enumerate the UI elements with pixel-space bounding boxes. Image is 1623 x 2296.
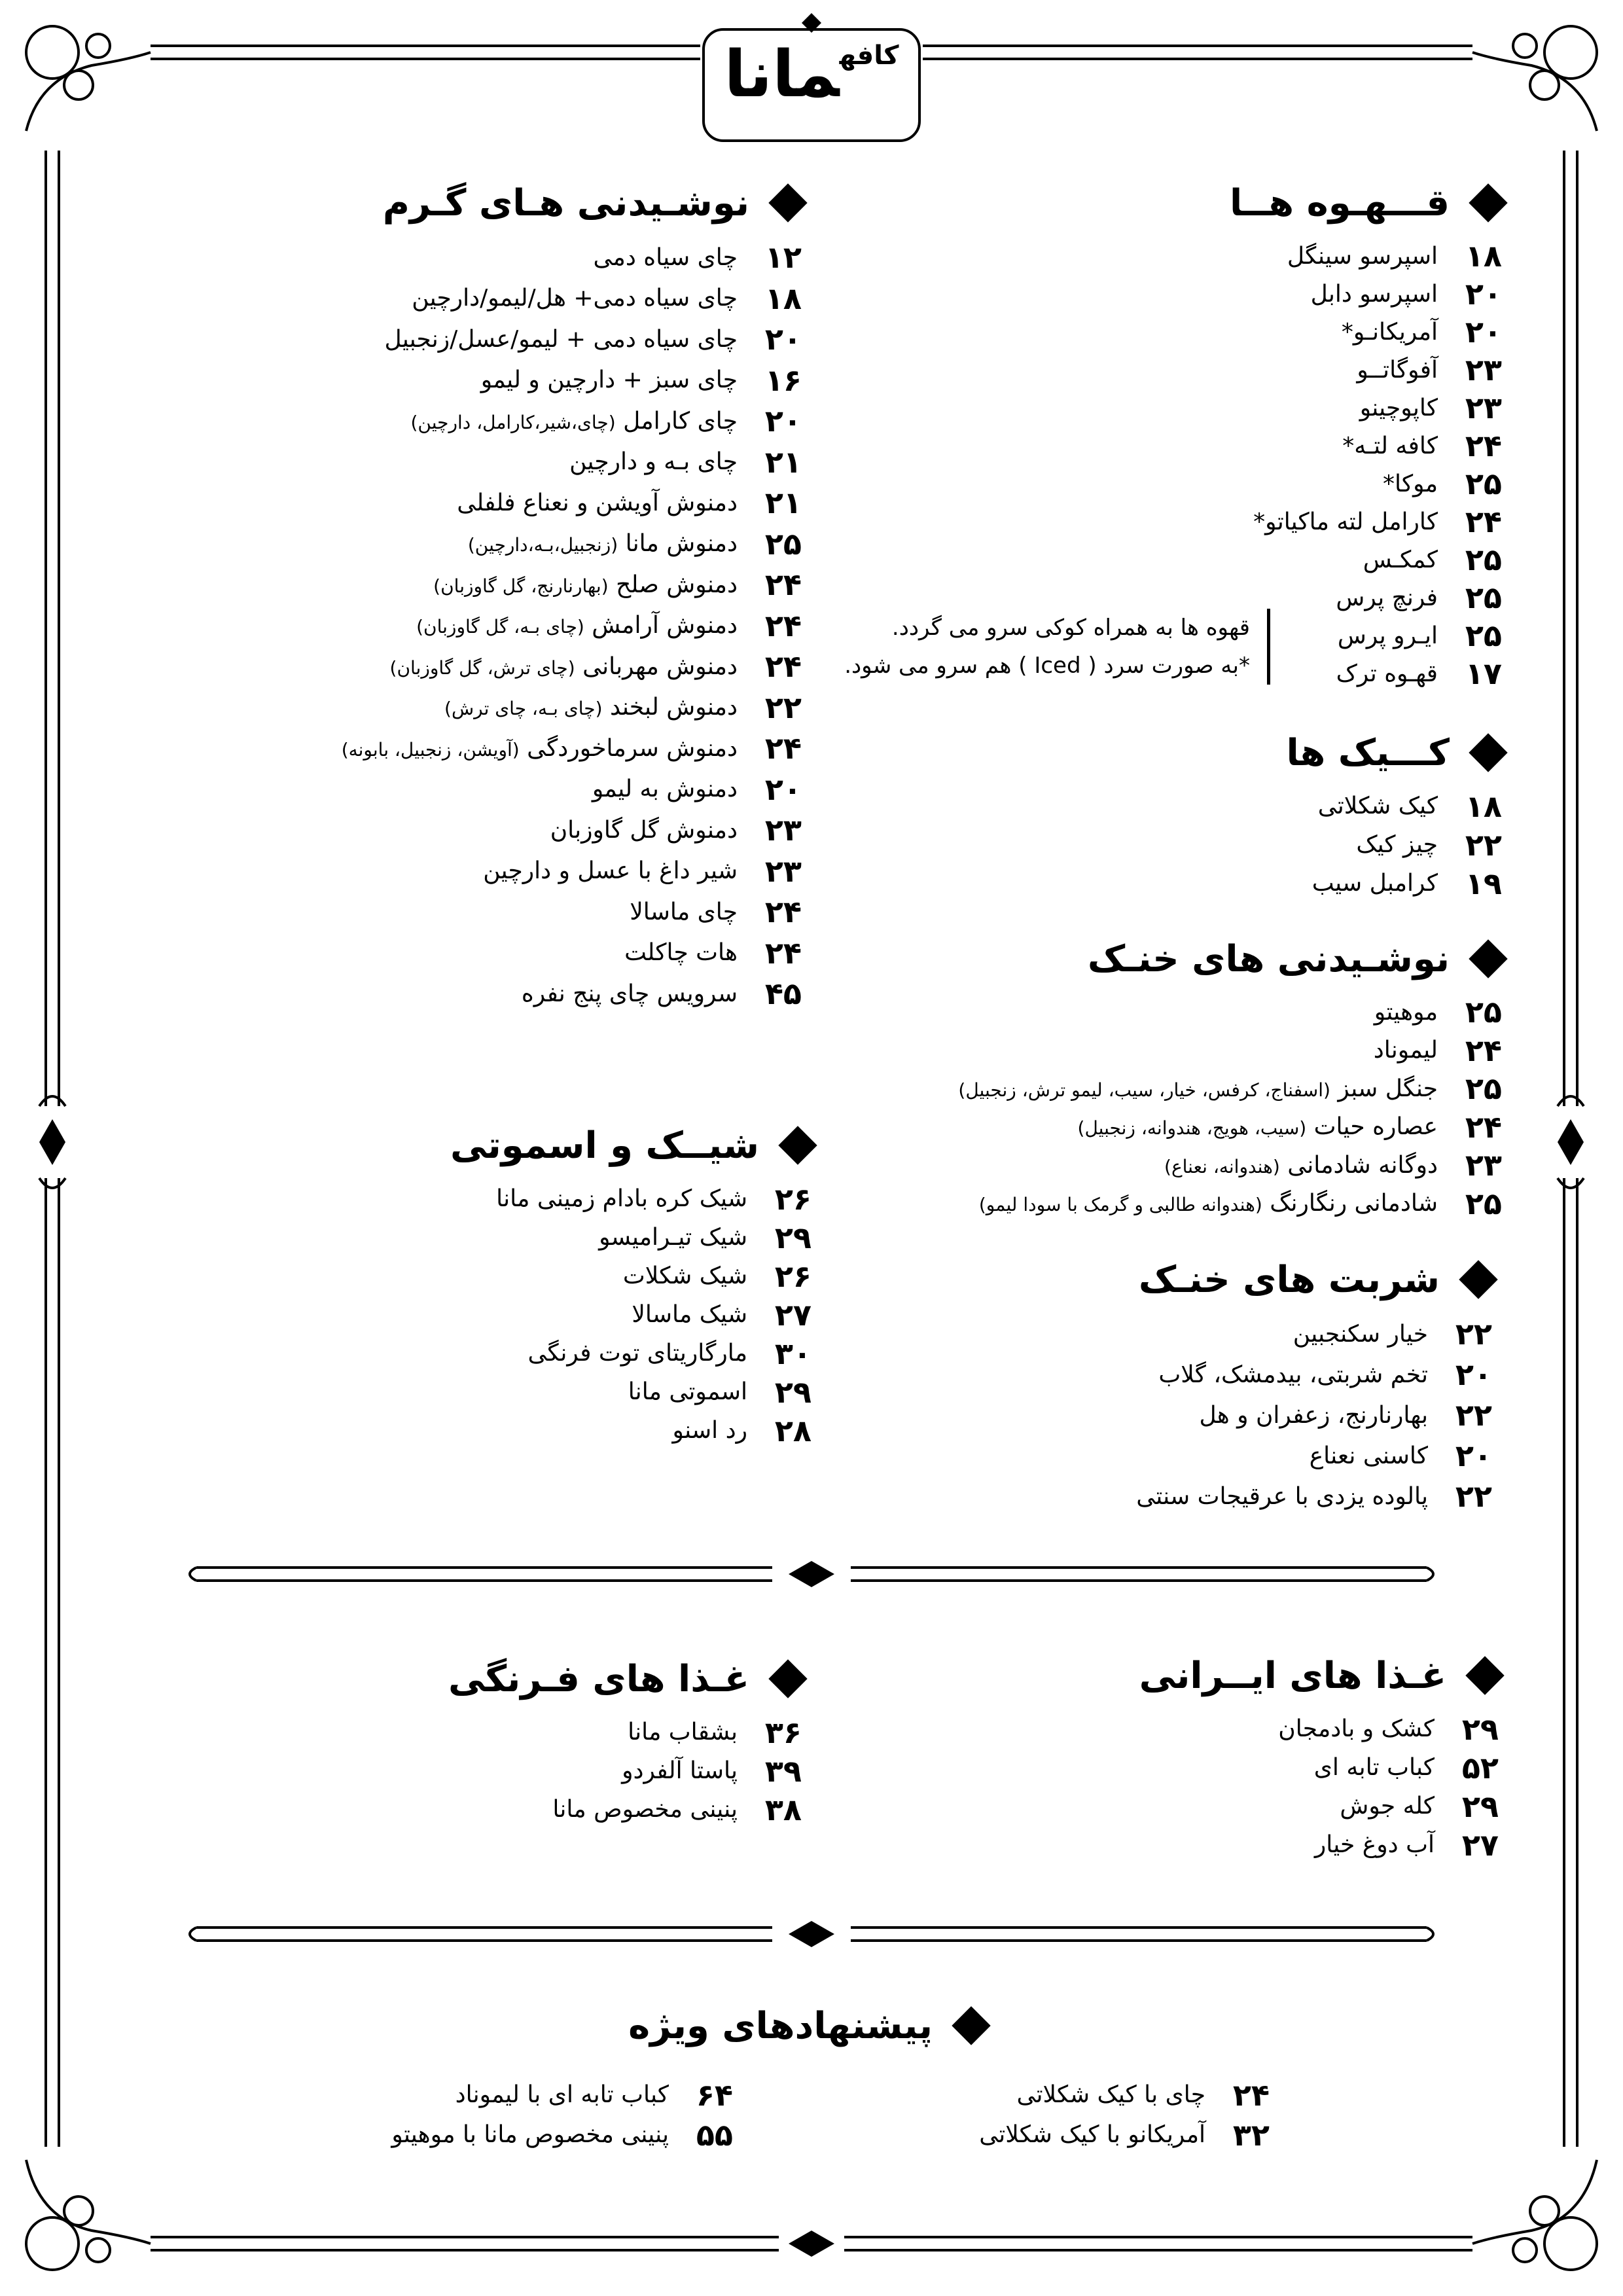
item-price: ۲۱ — [764, 444, 802, 480]
section-title — [969, 1253, 1492, 1306]
item-price: ۱۸ — [1465, 788, 1502, 824]
item-name — [1164, 1152, 1438, 1179]
menu-item — [1044, 541, 1502, 579]
item-name: چای سیاه دمی+ هل/لیمو/دارچین — [412, 285, 738, 312]
item-name: کافه لتـه* — [1342, 432, 1438, 459]
item-name: دمنوش به لیمو — [592, 776, 738, 803]
section-title — [1044, 177, 1502, 229]
menu-item — [913, 1146, 1502, 1185]
item-name: دمنوش آویشن و نعناع فلفلی — [457, 489, 738, 516]
item-price: ۲۲ — [1455, 1479, 1492, 1514]
item-price: ۱۹ — [1465, 865, 1502, 901]
menu-item — [278, 728, 802, 769]
menu-item — [278, 851, 802, 892]
item-price: ۳۹ — [764, 1753, 802, 1789]
item-price: ۳۸ — [764, 1791, 802, 1827]
item-name — [979, 1190, 1438, 1217]
item-name: شیک ماسالا — [632, 1301, 747, 1328]
item-price: ۲۵ — [1465, 1185, 1502, 1221]
note-line: *به صورت سرد ( Iced ) هم سرو می شود. — [844, 653, 1250, 679]
item-price: ۵۲ — [1461, 1749, 1499, 1785]
item-detail: (بهارنارنج، گل گاوزبان) — [433, 575, 609, 597]
item-price: ۱۶ — [764, 362, 802, 398]
item-price: ۲۲ — [1465, 827, 1502, 863]
item-name: بهارنارنج، زعفران و هل — [1199, 1401, 1428, 1429]
menu-item — [353, 1179, 812, 1218]
item-name: چای بـه و دارچین — [569, 448, 738, 476]
item-name — [410, 408, 738, 435]
menu-item — [913, 1185, 1502, 1223]
item-detail: (چای بـه، گل گاوزبان) — [416, 616, 584, 638]
menu-item — [278, 482, 802, 524]
item-price: ۲۹ — [774, 1374, 812, 1410]
item-price: ۲۰ — [1455, 1357, 1492, 1392]
specials-left-list — [275, 2075, 733, 2155]
menu-item — [344, 1790, 802, 1829]
item-name: پنینی مخصوص مانا با موهیتو — [391, 2121, 669, 2148]
item-name-text: دوگانه شادمانی — [1287, 1151, 1438, 1179]
item-name: شیر داغ با عسل و دارچین — [483, 857, 738, 885]
item-name: پاستا آلفردو — [622, 1757, 738, 1784]
menu-item — [278, 687, 802, 728]
note-line: قهوه ها به همراه کوکی سرو می گردد. — [891, 615, 1250, 641]
item-price: ۲۵ — [1465, 994, 1502, 1030]
item-price: ۲۳ — [1465, 352, 1502, 387]
item-price: ۱۲ — [764, 240, 802, 276]
item-name-text: دمنوش مهربانی — [582, 653, 738, 680]
section-title — [913, 933, 1502, 985]
menu-item — [278, 237, 802, 278]
item-name: چیز کیک — [1356, 831, 1438, 858]
item-name: مارگاریتای توت فرنگی — [527, 1340, 747, 1367]
section-western-food — [344, 1653, 802, 1829]
item-name: کیک شکلاتی — [1317, 793, 1438, 819]
item-name-text: دمنوش مانا — [625, 530, 738, 558]
menu-item — [278, 442, 802, 483]
diamond-bullet-icon — [1469, 183, 1507, 222]
item-price: ۳۲ — [1232, 2117, 1270, 2153]
diamond-bullet-icon — [1469, 733, 1507, 772]
item-name — [342, 735, 738, 762]
shakes-title: شیــک و اسموتی — [450, 1124, 759, 1167]
item-price: ۲۴ — [1465, 1109, 1502, 1145]
item-price: ۲۳ — [1465, 390, 1502, 425]
item-price: ۲۷ — [774, 1297, 812, 1333]
section-sherbets — [969, 1253, 1492, 1516]
menu-item — [969, 1435, 1492, 1476]
cold-drinks-list — [913, 993, 1502, 1223]
item-price: ۲۰ — [1455, 1438, 1492, 1473]
item-price: ۲۵ — [1465, 1071, 1502, 1107]
item-price: ۲۵ — [1465, 542, 1502, 577]
western-food-title: غـذا های فـرنگی — [448, 1657, 749, 1700]
menu-item — [1041, 1787, 1499, 1825]
coffee-note — [831, 609, 1270, 685]
menu-item — [1044, 864, 1502, 903]
section-shakes — [353, 1119, 812, 1450]
menu-item — [278, 933, 802, 974]
item-price: ۲۴ — [1465, 428, 1502, 463]
item-price: ۲۹ — [1461, 1788, 1499, 1824]
menu-item — [344, 1713, 802, 1751]
iranian-food-title: غـذا های ایــرانی — [1139, 1654, 1446, 1697]
item-price: ۲۶ — [774, 1258, 812, 1294]
item-price: ۲۳ — [764, 812, 802, 848]
hot-drinks-title: نوشـیدنی هـای گـرم — [382, 181, 749, 224]
menu-item — [913, 1031, 1502, 1070]
menu-item — [278, 524, 802, 565]
item-name — [468, 530, 738, 557]
item-name: چای با کیک شکلاتی — [1016, 2081, 1205, 2108]
menu-item — [1044, 503, 1502, 541]
item-price: ۲۲ — [764, 689, 802, 725]
item-price: ۱۸ — [1465, 238, 1502, 274]
item-name: موکا* — [1383, 470, 1438, 497]
item-name: چای سبز + دارچین و لیمو — [480, 367, 738, 394]
item-detail: (زنجبیل،بـه،دارچین) — [467, 534, 618, 556]
item-name: کارامل لته ماکیاتو* — [1253, 508, 1438, 535]
item-name: چای ماسالا — [630, 898, 738, 925]
section-title — [344, 1653, 802, 1705]
menu-item — [344, 1751, 802, 1790]
menu-item — [1041, 1825, 1499, 1864]
menu-item — [969, 1314, 1492, 1354]
item-name: آب دوغ خیار — [1314, 1831, 1435, 1858]
item-detail: (هندوانه طالبی و گرمک با سودا لیمو) — [978, 1194, 1262, 1216]
section-title — [1044, 726, 1502, 779]
menu-item — [275, 2075, 733, 2115]
iranian-food-list — [1041, 1710, 1499, 1864]
menu-item — [877, 2115, 1270, 2155]
item-price: ۲۴ — [1232, 2077, 1270, 2113]
item-name — [433, 571, 738, 598]
menu-item — [353, 1295, 812, 1334]
item-name: کباب تابه ای با لیموناد — [455, 2081, 669, 2108]
diamond-bullet-icon — [1465, 1656, 1504, 1695]
item-price: ۲۰ — [1465, 276, 1502, 312]
item-name: رد اسنو — [672, 1417, 747, 1444]
menu-item — [913, 1069, 1502, 1108]
item-name: کباب تابه ای — [1313, 1754, 1435, 1781]
item-name: سرویس چای پنج نفره — [521, 980, 738, 1007]
menu-item — [1044, 825, 1502, 864]
menu-item — [1044, 427, 1502, 465]
item-price: ۲۴ — [764, 935, 802, 971]
item-name: شیک کره بادام زمینی مانا — [496, 1185, 747, 1212]
item-price: ۲۴ — [1465, 504, 1502, 539]
item-price: ۲۴ — [764, 730, 802, 766]
item-name: بشقاب مانا — [628, 1719, 738, 1746]
item-name-text: عصاره حیات — [1313, 1113, 1438, 1141]
item-price: ۱۷ — [1465, 656, 1502, 691]
item-name: ایـرو پرس — [1337, 622, 1438, 649]
item-price: ۲۷ — [1461, 1827, 1499, 1863]
menu-item — [278, 769, 802, 810]
item-detail: (هندوانه، نعناع) — [1164, 1155, 1280, 1177]
item-name: آمریکانـو* — [1341, 318, 1438, 346]
item-price: ۲۹ — [774, 1219, 812, 1255]
item-name: چای سیاه دمی — [593, 243, 738, 271]
section-title — [278, 177, 802, 229]
menu-item — [275, 2115, 733, 2155]
item-name: آفوگاتــو — [1357, 356, 1438, 384]
item-name — [444, 694, 738, 721]
menu-item — [353, 1372, 812, 1411]
item-price: ۲۰ — [764, 321, 802, 357]
item-name-text: شادمانی رنگارنگ — [1270, 1190, 1438, 1217]
menu-item — [969, 1354, 1492, 1395]
menu-item — [969, 1395, 1492, 1435]
item-name: آمریکانو با کیک شکلاتی — [979, 2121, 1205, 2148]
menu-item — [278, 891, 802, 933]
menu-item — [353, 1411, 812, 1450]
item-price: ۴۵ — [764, 976, 802, 1012]
section-hot-drinks — [278, 177, 802, 1014]
coffee-title: قـــهـوه هــا — [1230, 181, 1450, 224]
item-price: ۲۵ — [1465, 466, 1502, 501]
menu-item — [1044, 275, 1502, 313]
item-name-text: دمنوش آرامش — [592, 612, 738, 639]
item-name — [1078, 1113, 1438, 1140]
item-price: ۲۰ — [764, 771, 802, 807]
item-name: لیموناد — [1373, 1037, 1438, 1064]
diamond-bullet-icon — [768, 1659, 807, 1698]
section-cold-drinks — [913, 933, 1502, 1223]
cakes-title: کـــیک ها — [1286, 731, 1450, 774]
shakes-list — [353, 1179, 812, 1450]
item-name: شیک شکلات — [622, 1263, 747, 1289]
specials-left-items — [275, 2075, 733, 2155]
hot-drinks-list — [278, 237, 802, 1014]
item-name: کرامبل سیب — [1311, 870, 1438, 897]
item-price: ۲۸ — [774, 1412, 812, 1448]
menu-item — [278, 973, 802, 1014]
item-detail: (چای،شیر،کارامل، دارچین) — [410, 411, 616, 433]
menu-item — [353, 1218, 812, 1257]
item-name: اسموتی مانا — [628, 1378, 747, 1405]
item-price: ۲۳ — [1465, 1147, 1502, 1183]
item-price: ۲۳ — [764, 853, 802, 889]
item-price: ۲۶ — [774, 1181, 812, 1217]
specials-right-items — [877, 2075, 1270, 2155]
item-name: پالوده یزدی با عرقیجات سنتی — [1136, 1482, 1428, 1510]
item-name: کاسنی نعناع — [1309, 1442, 1428, 1469]
menu-item — [913, 993, 1502, 1031]
item-price: ۲۴ — [764, 894, 802, 930]
item-name: موهیتو — [1374, 998, 1438, 1026]
item-name: تخم شربتی، بیدمشک، گلاب — [1158, 1361, 1428, 1388]
item-name: اسپرسو دابل — [1310, 280, 1438, 308]
menu-item — [1044, 237, 1502, 275]
item-name: شیک تیـرامیسو — [599, 1224, 747, 1251]
item-name: کمکـس — [1363, 546, 1438, 573]
item-name: خیار سکنجبین — [1293, 1320, 1428, 1348]
section-title — [1041, 1649, 1499, 1702]
item-price: ۲۹ — [1461, 1711, 1499, 1747]
menu-item — [353, 1257, 812, 1295]
menu-item — [1044, 465, 1502, 503]
item-price: ۲۱ — [764, 485, 802, 521]
menu-item — [278, 319, 802, 360]
menu-item — [278, 646, 802, 687]
menu-item — [877, 2075, 1270, 2115]
item-detail: (اسفناج، کرفس، خیار، سیب، لیمو ترش، زنجبیل) — [958, 1079, 1330, 1101]
menu-item — [278, 278, 802, 319]
item-price: ۲۴ — [764, 649, 802, 685]
item-name-text: چای کارامل — [623, 407, 738, 435]
sherbets-list — [969, 1314, 1492, 1516]
item-price: ۳۶ — [764, 1714, 802, 1750]
menu-item — [1041, 1710, 1499, 1748]
item-price: ۲۵ — [764, 526, 802, 562]
diamond-bullet-icon — [768, 183, 807, 222]
item-name-text: جنگل سبز — [1338, 1075, 1438, 1102]
item-detail: (سیب، هویج، هندوانه، زنجبیل) — [1077, 1117, 1307, 1139]
menu-item — [1044, 389, 1502, 427]
logo-prefix: کافه — [839, 41, 899, 71]
item-name: فرنچ پرس — [1336, 584, 1438, 611]
item-name: کاپوچینو — [1359, 394, 1438, 422]
item-name — [390, 653, 738, 680]
menu-item — [1044, 313, 1502, 351]
item-price: ۲۵ — [1465, 618, 1502, 653]
item-name: هات چاکلت — [624, 939, 738, 967]
cakes-list — [1044, 787, 1502, 903]
menu-item — [278, 810, 802, 851]
menu-item — [278, 605, 802, 647]
item-price: ۶۴ — [696, 2077, 733, 2113]
sherbets-title: شربت های خنـک — [1138, 1258, 1440, 1301]
menu-item — [1044, 787, 1502, 825]
item-name: چای سیاه دمی + لیمو/عسل/زنجبیل — [384, 325, 738, 353]
diamond-bullet-icon — [1459, 1260, 1497, 1299]
item-name-text: دمنوش صلح — [616, 571, 738, 598]
menu-item — [278, 564, 802, 605]
section-title — [353, 1119, 812, 1172]
logo-main: مانا — [724, 37, 840, 112]
western-food-list — [344, 1713, 802, 1829]
section-specials — [592, 2000, 985, 2052]
item-name: پنینی مخصوص مانا — [552, 1796, 738, 1823]
item-price: ۲۲ — [1455, 1316, 1492, 1352]
menu-item — [1041, 1748, 1499, 1787]
menu-item — [353, 1334, 812, 1372]
item-detail: (چای ترش، گل گاوزبان) — [389, 656, 575, 679]
item-price: ۳۰ — [774, 1335, 812, 1371]
menu-item — [913, 1108, 1502, 1147]
item-name: اسپرسو سینگل — [1287, 242, 1438, 270]
item-price: ۲۵ — [1465, 580, 1502, 615]
diamond-bullet-icon — [778, 1126, 817, 1164]
diamond-bullet-icon — [952, 2006, 990, 2045]
menu-item — [1044, 351, 1502, 389]
item-name — [416, 612, 738, 639]
menu-item — [969, 1476, 1492, 1516]
item-price: ۱۸ — [764, 280, 802, 316]
item-price: ۵۵ — [696, 2117, 733, 2153]
item-name-text: دمنوش لبخند — [610, 694, 738, 721]
cafe-logo — [704, 13, 919, 147]
item-name: قهـوه ترک — [1336, 660, 1438, 687]
item-price: ۲۲ — [1455, 1397, 1492, 1433]
item-price: ۲۰ — [764, 403, 802, 439]
section-iranian-food — [1041, 1649, 1499, 1864]
menu-item — [278, 401, 802, 442]
specials-right-list — [877, 2075, 1270, 2155]
item-price: ۲۴ — [764, 567, 802, 603]
specials-title: پیشنهادهای ویژه — [628, 2004, 933, 2047]
item-price: ۲۴ — [764, 607, 802, 643]
menu-item — [278, 360, 802, 401]
section-cakes — [1044, 726, 1502, 903]
diamond-bullet-icon — [1469, 939, 1507, 978]
item-price: ۲۰ — [1465, 314, 1502, 350]
item-name: کله جوش — [1340, 1793, 1435, 1820]
item-name: دمنوش گل گاوزبان — [550, 816, 738, 844]
section-title — [592, 2000, 985, 2052]
item-name — [958, 1075, 1438, 1102]
item-name-text: دمنوش سرماخوردگی — [527, 734, 738, 762]
cold-drinks-title: نوشـیدنی های خنـک — [1087, 937, 1450, 980]
item-price: ۲۴ — [1465, 1032, 1502, 1068]
item-detail: (آویشن، زنجبیل، بابونه) — [341, 738, 520, 761]
item-detail: (چای بـه، چای ترش) — [444, 698, 603, 720]
item-name: کشک و بادمجان — [1278, 1715, 1435, 1742]
